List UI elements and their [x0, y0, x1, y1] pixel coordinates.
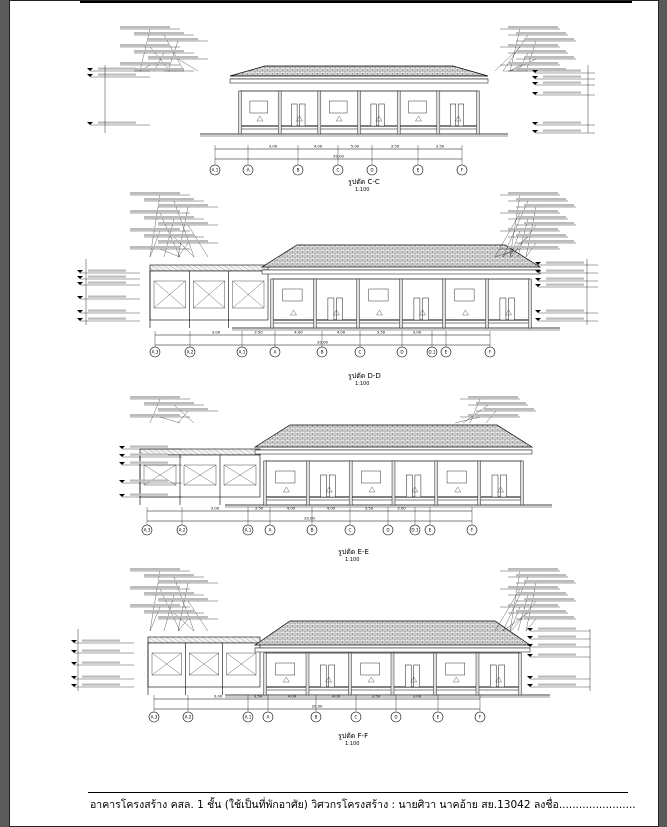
dimension-label: 4.00	[331, 693, 341, 699]
door	[450, 104, 456, 126]
grid-label: D.1	[428, 349, 436, 355]
grid-label: D	[386, 527, 390, 533]
door	[415, 475, 421, 497]
note-text-block	[144, 574, 194, 576]
door	[371, 104, 377, 126]
note-text-block	[516, 198, 566, 200]
note-text-block	[468, 396, 518, 398]
dimension-label: 3.00	[210, 505, 220, 511]
note-text-block	[120, 44, 170, 46]
note-text-block	[120, 26, 170, 28]
level-marker	[77, 318, 83, 321]
grid-label: C	[348, 527, 352, 533]
level-text-block	[538, 644, 576, 646]
level-marker	[77, 310, 83, 313]
grid-label: A.2	[178, 527, 186, 533]
column	[306, 653, 309, 695]
section-d-d-drawing	[10, 187, 660, 387]
level-text-block	[538, 654, 576, 656]
level-text-block	[82, 650, 120, 652]
dimension-total-label: 20.00	[333, 153, 344, 159]
note-text-block	[144, 610, 194, 612]
level-text-block	[98, 68, 136, 70]
dimension-label: 3.00	[268, 143, 278, 149]
grid-label: A.1	[211, 167, 219, 173]
grid-label: F	[470, 527, 474, 533]
note-text-block	[524, 38, 574, 40]
section-f-f-drawing	[10, 561, 660, 751]
column	[478, 461, 481, 505]
title-block-footer: อาคารโครงสร้าง คสล. 1 ชั้น (ใช้เป็นที่พักอาศัย) วิศวกรโครงสร้าง : นายศิวา นาคอ้าย สย.13042 ลงชื่อ.......................	[90, 799, 636, 811]
door	[292, 104, 298, 126]
dimension-label: 3.50	[253, 693, 263, 699]
level-text-block	[88, 276, 126, 278]
grid-label: C	[354, 714, 358, 720]
level-text-block	[130, 446, 168, 448]
level-marker	[527, 628, 533, 631]
note-text-block	[134, 68, 184, 70]
note-text-block	[130, 228, 180, 230]
level-marker	[535, 284, 541, 287]
door	[321, 475, 327, 497]
section-c-c-drawing	[10, 21, 660, 191]
level-text-block	[546, 278, 584, 280]
drawing-sheet	[9, 0, 659, 827]
note-text-block	[130, 210, 180, 212]
note-text-block	[516, 574, 566, 576]
column	[434, 653, 437, 695]
grid-label: B	[314, 714, 318, 720]
level-marker	[532, 82, 538, 85]
column	[314, 279, 317, 328]
grid-label: A.2	[184, 714, 192, 720]
annex-wall	[148, 643, 260, 687]
level-marker	[87, 74, 93, 77]
column	[358, 91, 361, 134]
note-text-block	[508, 44, 558, 46]
grid-label: C	[336, 167, 340, 173]
note-text-block	[144, 402, 194, 404]
door	[509, 298, 515, 320]
column	[476, 653, 479, 695]
level-text-block	[130, 462, 168, 464]
column	[357, 279, 360, 328]
note-text-block	[476, 402, 526, 404]
grid-label: F	[460, 167, 464, 173]
note-text-block	[158, 204, 208, 206]
note-text-block	[158, 408, 208, 410]
fascia-board	[255, 648, 530, 652]
note-text-block	[508, 192, 558, 194]
note-text-block	[158, 616, 208, 618]
leader-line	[503, 613, 528, 631]
section-f-f-scale: 1:100	[345, 741, 360, 747]
dimension-label: 4.00	[326, 505, 336, 511]
grid-label: E	[444, 349, 448, 355]
dimension-label: 4.00	[294, 329, 303, 335]
note-text-block	[508, 568, 558, 570]
dimension-label: 3.00	[412, 329, 422, 335]
column	[477, 91, 480, 134]
annex-wall	[140, 455, 260, 497]
note-text-block	[130, 604, 180, 606]
grid-label: A	[273, 349, 277, 355]
section-d-d-scale: 1:100	[355, 381, 370, 387]
note-text-block	[516, 32, 566, 34]
fascia-board	[255, 450, 532, 454]
level-text-block	[546, 310, 584, 312]
note-text-block	[508, 62, 558, 64]
door	[414, 665, 420, 687]
dimension-label: 3.50	[254, 329, 263, 335]
door	[329, 475, 335, 497]
level-marker	[532, 70, 538, 73]
level-marker	[119, 480, 125, 483]
door	[499, 665, 505, 687]
door	[423, 298, 429, 320]
level-marker	[119, 454, 125, 457]
note-text-block	[144, 216, 194, 218]
level-text-block	[98, 122, 136, 124]
annex-parapet	[148, 637, 260, 643]
grid-label: A.3	[150, 714, 158, 720]
level-text-block	[546, 270, 584, 272]
level-marker	[527, 644, 533, 647]
grid-label: E	[428, 527, 432, 533]
note-text-block	[524, 204, 574, 206]
level-text-block	[546, 318, 584, 320]
door	[414, 298, 420, 320]
level-marker	[77, 276, 83, 279]
grid-label: A	[268, 527, 272, 533]
section-e-e-scale: 1:100	[345, 557, 360, 563]
leader-line	[160, 417, 180, 423]
level-marker	[527, 676, 533, 679]
column	[264, 653, 267, 695]
column	[306, 461, 309, 505]
grid-label: E	[416, 167, 420, 173]
dimension-label: 5.00	[350, 143, 360, 149]
note-text-block	[508, 604, 558, 606]
leader-line	[178, 619, 188, 631]
level-text-block	[130, 480, 168, 482]
grid-label: F	[488, 349, 492, 355]
level-marker	[119, 446, 125, 449]
level-text-block	[538, 676, 576, 678]
grid-label: A.3	[143, 527, 151, 533]
grid-label: A.1	[238, 349, 246, 355]
note-text-block	[524, 56, 574, 58]
section-f-f-title: รูปตัด F-F	[338, 732, 369, 740]
dimension-label: 3.50	[435, 143, 445, 149]
note-text-block	[130, 414, 180, 416]
note-text-block	[148, 38, 198, 40]
grid-label: D.1	[411, 527, 419, 533]
level-marker	[532, 92, 538, 95]
leader-line	[526, 207, 536, 257]
note-text-block	[524, 616, 574, 618]
level-marker	[527, 636, 533, 639]
grid-label: D	[370, 167, 374, 173]
note-text-block	[158, 240, 208, 242]
level-text-block	[543, 70, 581, 72]
note-text-block	[134, 50, 184, 52]
note-text-block	[516, 592, 566, 594]
note-text-block	[468, 414, 518, 416]
note-text-block	[508, 228, 558, 230]
door	[300, 104, 306, 126]
level-marker	[87, 122, 93, 125]
dimension-label: 3.00	[397, 505, 406, 511]
door	[490, 665, 496, 687]
dimension-total-label: 20.00	[317, 339, 328, 345]
dimension-total-label: 20.00	[304, 515, 315, 521]
fascia-board	[230, 79, 488, 83]
column	[397, 91, 400, 134]
dimension-label: 3.50	[376, 329, 386, 335]
section-c-c	[10, 21, 660, 191]
level-text-block	[543, 122, 581, 124]
dimension-label: 3.50	[364, 505, 374, 511]
level-text-block	[538, 684, 576, 686]
roof-tiles	[255, 621, 530, 645]
note-text-block	[130, 192, 180, 194]
dimension-label: 4.00	[286, 505, 296, 511]
section-e-e	[10, 393, 660, 573]
door	[329, 665, 335, 687]
level-text-block	[546, 284, 584, 286]
dimension-label: 4.00	[336, 329, 346, 335]
level-marker	[77, 296, 83, 299]
note-text-block	[130, 586, 180, 588]
level-text-block	[88, 318, 126, 320]
level-text-block	[88, 270, 126, 272]
level-marker	[535, 318, 541, 321]
note-text-block	[130, 568, 180, 570]
door	[405, 665, 411, 687]
column	[264, 461, 267, 505]
door	[492, 475, 498, 497]
note-text-block	[524, 598, 574, 600]
grid-label: B	[320, 349, 324, 355]
note-text-block	[130, 246, 180, 248]
column	[349, 461, 352, 505]
section-c-c-scale: 1:100	[355, 187, 370, 193]
level-text-block	[88, 310, 126, 312]
column	[529, 279, 532, 328]
column	[443, 279, 446, 328]
column	[271, 279, 274, 328]
dimension-label: 3.00	[213, 693, 223, 699]
level-marker	[77, 270, 83, 273]
level-marker	[532, 122, 538, 125]
level-text-block	[98, 74, 136, 76]
level-marker	[71, 640, 77, 643]
grid-label: A.3	[151, 349, 159, 355]
column	[521, 461, 524, 505]
roof-tiles	[255, 425, 532, 447]
grid-label: A	[266, 714, 270, 720]
section-d-d	[10, 187, 660, 387]
level-text-block	[82, 640, 120, 642]
note-text-block	[516, 50, 566, 52]
grid-label: C	[358, 349, 362, 355]
column	[437, 91, 440, 134]
column	[349, 653, 352, 695]
dimension-total-label: 20.00	[311, 703, 323, 709]
section-e-e-drawing	[10, 393, 660, 573]
level-text-block	[543, 76, 581, 78]
grid-label: A.1	[244, 714, 252, 720]
level-text-block	[82, 676, 120, 678]
dimension-label: 3.50	[390, 143, 400, 149]
door	[500, 298, 506, 320]
level-marker	[71, 684, 77, 687]
column	[400, 279, 403, 328]
leader-line	[518, 219, 528, 257]
note-text-block	[130, 396, 180, 398]
level-marker	[535, 310, 541, 313]
level-marker	[87, 68, 93, 71]
door	[379, 104, 385, 126]
level-marker	[71, 676, 77, 679]
level-text-block	[546, 262, 584, 264]
note-text-block	[524, 580, 574, 582]
note-text-block	[148, 56, 198, 58]
grid-label: D	[394, 714, 398, 720]
level-text-block	[82, 684, 120, 686]
level-text-block	[88, 296, 126, 298]
note-text-block	[524, 222, 574, 224]
section-e-e-title: รูปตัด E-E	[338, 548, 369, 556]
dimension-label: 4.00	[313, 143, 323, 149]
note-text-block	[134, 32, 184, 34]
column	[486, 279, 489, 328]
level-text-block	[538, 628, 576, 630]
grid-label: B	[310, 527, 314, 533]
level-marker	[71, 662, 77, 665]
door	[320, 665, 326, 687]
grid-label: A	[246, 167, 250, 173]
note-text-block	[508, 246, 558, 248]
note-text-block	[516, 234, 566, 236]
note-text-block	[120, 62, 170, 64]
annex-parapet	[150, 265, 268, 271]
column	[392, 461, 395, 505]
level-marker	[532, 76, 538, 79]
dimension-label: 3.50	[254, 505, 264, 511]
level-text-block	[130, 494, 168, 496]
leader-line	[455, 417, 480, 423]
level-text-block	[543, 92, 581, 94]
dimension-label: 3.00	[211, 329, 221, 335]
note-text-block	[508, 26, 558, 28]
level-marker	[527, 684, 533, 687]
level-marker	[535, 278, 541, 281]
note-text-block	[144, 592, 194, 594]
column	[391, 653, 394, 695]
note-text-block	[144, 198, 194, 200]
level-text-block	[130, 454, 168, 456]
dimension-label: 3.00	[412, 693, 422, 699]
note-text-block	[508, 586, 558, 588]
level-text-block	[538, 636, 576, 638]
level-marker	[71, 650, 77, 653]
level-text-block	[88, 282, 126, 284]
level-text-block	[543, 130, 581, 132]
door	[406, 475, 412, 497]
grid-label: A.1	[244, 527, 252, 533]
note-text-block	[524, 240, 574, 242]
door	[458, 104, 464, 126]
section-d-d-title: รูปตัด D-D	[348, 372, 381, 380]
grid-label: F	[478, 714, 482, 720]
note-text-block	[516, 216, 566, 218]
section-f-f	[10, 561, 660, 751]
level-marker	[119, 494, 125, 497]
level-marker	[119, 462, 125, 465]
level-marker	[77, 282, 83, 285]
note-text-block	[158, 598, 208, 600]
column	[519, 653, 522, 695]
note-text-block	[144, 234, 194, 236]
level-text-block	[543, 82, 581, 84]
annex-wall	[150, 271, 268, 320]
grid-label: D	[400, 349, 404, 355]
note-text-block	[158, 222, 208, 224]
note-text-block	[516, 610, 566, 612]
column	[278, 91, 281, 134]
fascia-board	[262, 270, 540, 274]
grid-label: E	[436, 714, 440, 720]
door	[337, 298, 343, 320]
level-text-block	[82, 662, 120, 664]
level-marker	[527, 654, 533, 657]
door	[328, 298, 334, 320]
leader-line	[174, 613, 194, 631]
note-text-block	[484, 408, 534, 410]
footer-rule	[88, 792, 628, 793]
grid-label: A.2	[186, 349, 194, 355]
note-text-block	[508, 210, 558, 212]
dimension-label: 3.50	[371, 693, 381, 699]
sheet-top-border	[80, 1, 632, 3]
grid-label: B	[296, 167, 300, 173]
level-marker	[532, 130, 538, 133]
dimension-label: 4.00	[287, 693, 297, 699]
column	[435, 461, 438, 505]
column	[239, 91, 242, 134]
section-c-c-title: รูปตัด C-C	[348, 178, 380, 186]
roof-tiles	[230, 66, 488, 76]
column	[318, 91, 321, 134]
door	[501, 475, 507, 497]
note-text-block	[158, 580, 208, 582]
